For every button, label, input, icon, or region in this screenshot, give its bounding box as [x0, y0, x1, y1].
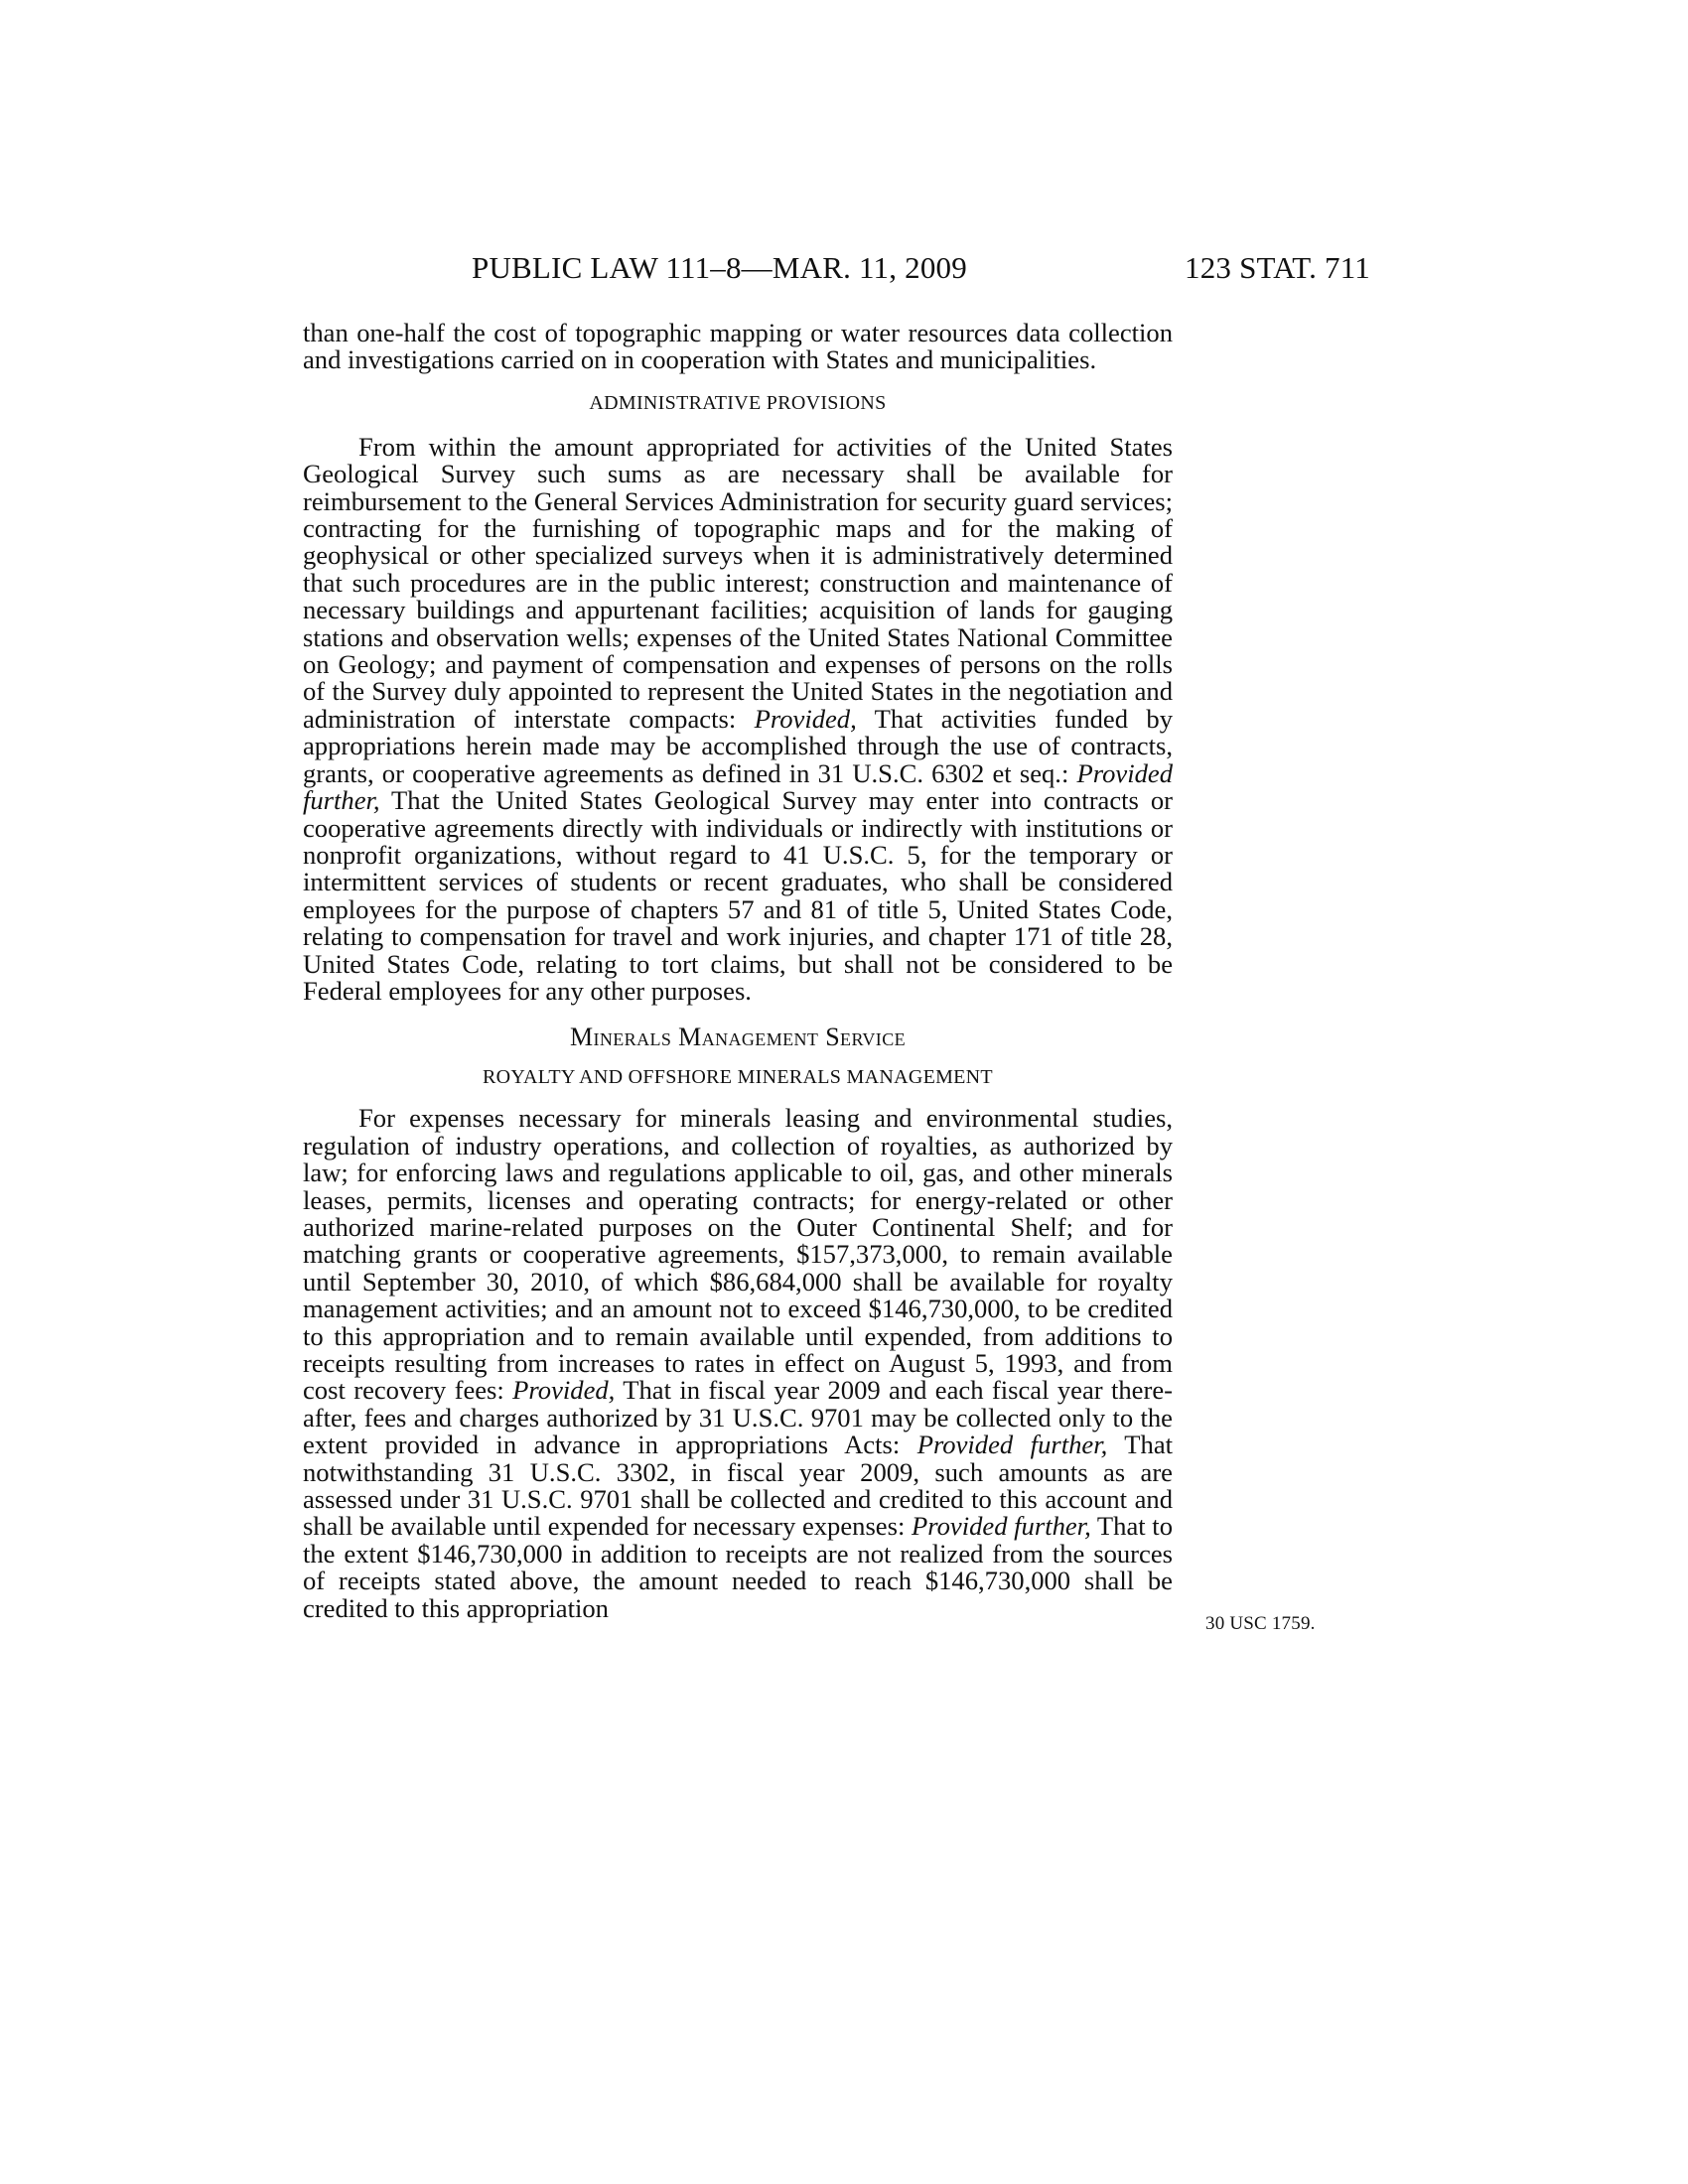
continuation-paragraph: than one-half the cost of topographic mapping or water resources data collection and investigations carried on in cooperation with States and municipalities. [303, 318, 1173, 375]
stat-page-number: 123 STAT. 711 [1185, 250, 1370, 285]
running-title: PUBLIC LAW 111–8—MAR. 11, 2009 [472, 250, 967, 285]
royalty-text-4: That to the extent $146,730,000 in addition to receipts are not realized from the sources of receipts stated above, the amount needed to reach $146,730,000 shall be credited to this appropriation [303, 1511, 1173, 1623]
margin-citation: 30 USC 1759. [1205, 1613, 1316, 1634]
agency-heading: Minerals Management Service [569, 1023, 907, 1052]
royalty-text-1: For expenses necessary for minerals leasing and environmental studies, regulation of industry operations, and collection of royalties, as authorized by law; for enforcing laws and regulations applicable to oil, gas, and other minerals leases, permits, licenses and operating contracts; for energy-related or other authorized marine-related purposes on the Outer Continental Shelf; and for matching grants or cooperative agreements, $157,373,000, to remain available until September 30, 2010, of which $86,684,000 shall be available for royalty management activities; and an amount not to exceed $146,730,000, to be credited to this appropriation and to remain available until expended, from additions to receipts resulting from increases to rates in effect on August 5, 1993, and from cost recovery fees: [303, 1103, 1173, 1406]
royalty-provided-further: Provided further, [916, 1430, 1108, 1460]
royalty-text-3: That notwithstanding 31 U.S.C. 3302, in fiscal year 2009, such amounts as are assessed under 31 U.S.C. 9701 shall be collected and credited to this account and shall be available until expended for necessary expenses: [303, 1430, 1174, 1542]
admin-provided: Provided, [754, 703, 857, 734]
royalty-provided-further-2: Provided further, [912, 1511, 1091, 1542]
admin-provided-further: Provided further, [303, 757, 1173, 816]
royalty-provided: Provided, [512, 1375, 616, 1406]
admin-text-1: From within the amount appropriated for activities of the United States Geological Survey such sums as are necessary shall be available for reimbursement to the General Services Administration for security guard services; contracting for the furnishing of topographic maps and for the making of geophysical or other specialized surveys when it is administratively determined that such procedures are in the public interest; construction and maintenance of necessary buildings and appurtenant facilities; acquisition of lands for gauging stations and observation wells; expenses of the United States National Committee on Geology; and payment of compensation and expenses of persons on the rolls of the Survey duly appointed to represent the United States in the negotiation and administration of interstate compacts: [303, 431, 1173, 734]
administrative-provisions-heading: ADMINISTRATIVE PROVISIONS [589, 391, 887, 414]
account-heading: ROYALTY AND OFFSHORE MINERALS MANAGEMENT [483, 1066, 993, 1089]
administrative-paragraph [303, 431, 1173, 1006]
royalty-paragraph [303, 1105, 1173, 1622]
admin-text-3: That the United States Geological Survey may enter into contracts or cooperative agreements directly with individuals or indirectly with institutions or nonprofit organizations, without regard to 41 U.S.C. 5, for the temporary or intermittent services of students or recent graduates, who shall be considered employees for the purpose of chapters 57 and 81 of title 5, United States Code, relating to compensation for travel and work injuries, and chapter 171 of title 28, United States Code, relating to tort claims, but shall not be considered to be Federal employees for any other purposes. [303, 785, 1173, 1006]
body-column [303, 320, 1173, 1622]
running-head [298, 250, 1370, 290]
royalty-text-2: That in fiscal year 2009 and each fiscal year thereafter, fees and charges authorized by 31 U.S.C. 9701 may be collected only to the extent provided in advance in appropriations Acts: [303, 1375, 1173, 1460]
admin-text-2: That activities funded by appropriations herein made may be accomplished through the use of contracts, grants, or cooperative agreements as defined in 31 U.S.C. 6302 et seq.: [303, 703, 1173, 788]
